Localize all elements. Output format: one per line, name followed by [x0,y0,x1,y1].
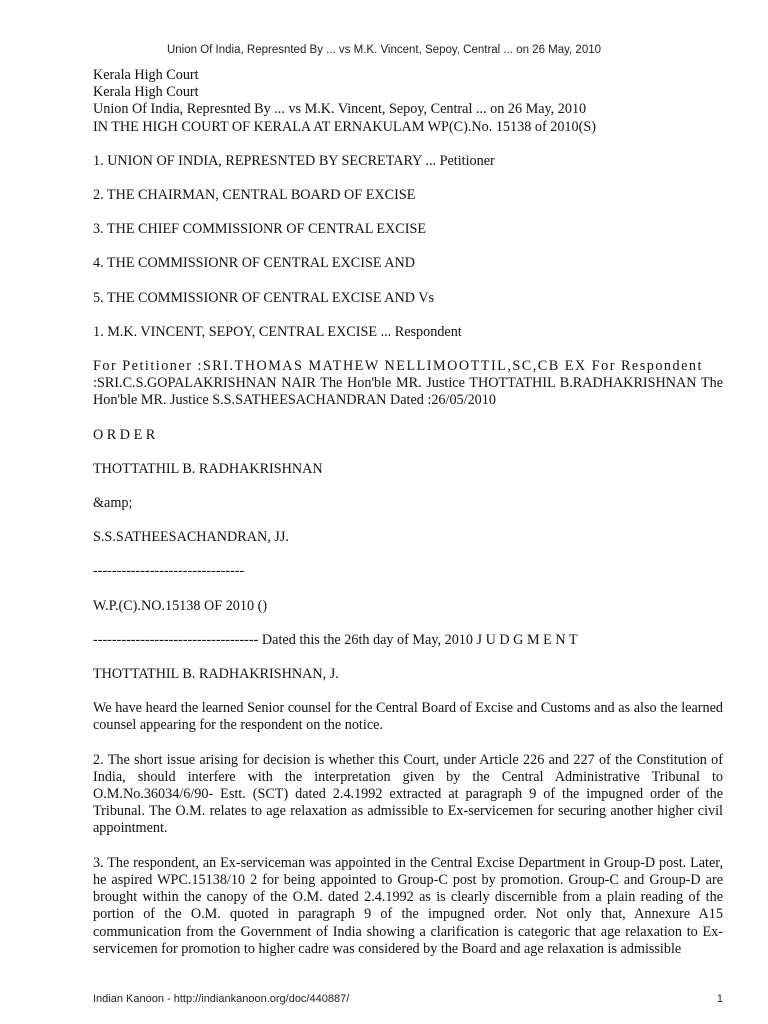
party-line: 3. THE CHIEF COMMISSIONR OF CENTRAL EXCISE [93,221,427,238]
order-heading: O R D E R [93,426,156,443]
party-line: 1. M.K. VINCENT, SEPOY, CENTRAL EXCISE ... Respondent [93,323,462,340]
case-title: Union Of India, Represnted By ... vs M.K. Vincent, Sepoy, Central ... on 26 May, 2010 [93,101,587,118]
document-body [93,67,723,975]
counsel-respondent: :SRI.C.S.GOPALAKRISHNAN NAIR The Hon'ble MR. Justice THOTTATHIL B.RADHAKRISHNAN The Hon'ble MR. Justice S.S.SATHEESACHANDRAN Dated :26/05/2010 [93,375,723,409]
judgment-paragraph: 2. The short issue arising for decision is whether this Court, under Article 226 and 227 of the Constitution of India, should interfere with the interpretation given by the Central Administrative Tribunal to O.M.No.36034/6/90- Estt. (SCT) dated 2.4.1992 extracted at paragraph 9 of the impugned order of the Tribunal. The O.M. relates to age relaxation as admissible to Ex-servicemen for securing another higher civil appointment. [93,751,723,837]
judgment-paragraph: 3. The respondent, an Ex-serviceman was appointed in the Central Excise Department in Group-D post. Later, he aspired WPC.15138/10 2 for being appointed to Group-C post by promotion. Group-C and Group-D are brought within the canopy of the O.M. dated 2.4.1992 as is clearly discernible from a plain reading of the portion of the O.M. quoted in paragraph 9 of the impugned order. Not only that, Annexure A15 communication from the Government of India showing a clarification is categoric that age relaxation to Ex-servicemen for promotion to higher cadre was considered by the Board and age relaxation is admissible [93,854,723,957]
separator: -------------------------------- [93,563,245,580]
page-number: 1 [716,993,723,1005]
ampersand: &amp; [93,495,133,512]
party-line: 2. THE CHAIRMAN, CENTRAL BOARD OF EXCISE [93,187,416,204]
court-name: Kerala High Court [93,67,199,83]
counsel-petitioner: For Petitioner :SRI.THOMAS MATHEW NELLIMOOTTIL,SC,CB EX For Respondent [93,358,703,375]
court-name: Kerala High Court [93,84,199,101]
judge-name: THOTTATHIL B. RADHAKRISHNAN [93,460,323,477]
party-line: 1. UNION OF INDIA, REPRESNTED BY SECRETARY ... Petitioner [93,152,495,169]
judgment-author: THOTTATHIL B. RADHAKRISHNAN, J. [93,666,339,683]
party-line: 5. THE COMMISSIONR OF CENTRAL EXCISE AND Vs [93,289,435,306]
judge-name: S.S.SATHEESACHANDRAN, JJ. [93,529,289,546]
counsel-block [93,358,723,410]
dated-line: ----------------------------------- Dated this the 26th day of May, 2010 J U D G M E N T [93,631,578,648]
case-number: IN THE HIGH COURT OF KERALA AT ERNAKULAM WP(C).No. 15138 of 2010(S) [93,118,596,135]
source-link[interactable]: Indian Kanoon - http://indiankanoon.org/doc/440887/ [93,993,350,1005]
judgment-paragraph: We have heard the learned Senior counsel for the Central Board of Excise and Customs and as also the learned counsel appearing for the respondent on the notice. [93,700,723,734]
running-header: Union Of India, Represnted By ... vs M.K. Vincent, Sepoy, Central ... on 26 May, 2010 [166,44,602,56]
party-line: 4. THE COMMISSIONR OF CENTRAL EXCISE AND [93,255,416,272]
wp-number: W.P.(C).NO.15138 OF 2010 () [93,597,268,614]
